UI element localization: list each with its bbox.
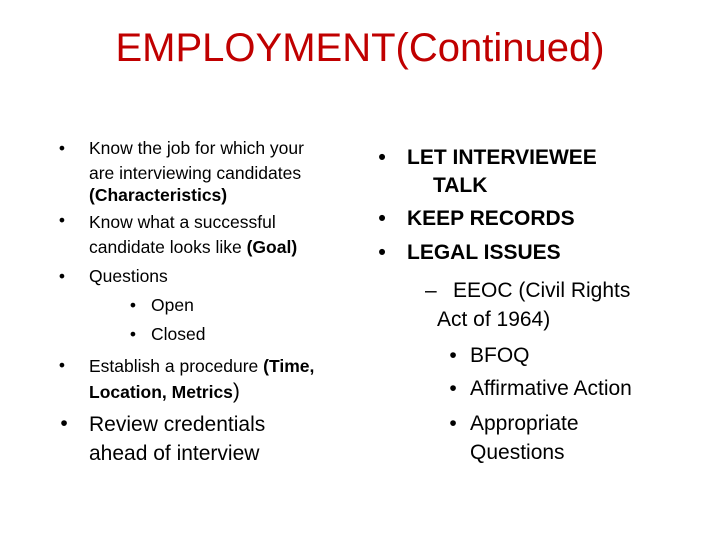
right-bullet-2: KEEP RECORDS [407,207,575,230]
left-bullet-4-line-1-bold: (Time, [263,356,315,376]
sub-bullet-glyph: • [449,377,457,400]
left-bullet-2-line-2 [89,236,297,258]
bullet-glyph: • [378,241,386,264]
sub-bullet-glyph: • [129,324,137,344]
bullet-glyph: • [378,146,386,169]
left-bullet-1-line-1: Know the job for which your [89,138,304,158]
right-dash-glyph: – [425,279,437,302]
left-sub-bullet-open: Open [151,295,194,315]
right-eeoc-line-1: EEOC (Civil Rights [453,279,631,302]
bullet-glyph: • [378,207,386,230]
left-sub-bullet-closed: Closed [151,324,206,344]
left-bullet-2-line-1: Know what a successful [89,212,276,232]
left-bullet-4-line-1-plain: Establish a procedure [89,356,264,376]
left-bullet-4-line-2-plain: ) [232,380,240,403]
right-bullet-1-line-2: TALK [433,174,488,197]
left-bullet-5-line-2: ahead of interview [89,442,260,465]
left-bullet-4-line-2-bold: Location, Metrics [89,382,233,402]
left-bullet-4-line-1 [89,355,314,377]
sub-bullet-glyph: • [449,412,457,435]
right-bullet-3: LEGAL ISSUES [407,241,561,264]
bullet-glyph: • [58,210,66,230]
left-bullet-3-text: Questions [89,266,168,286]
slide-title: EMPLOYMENT(Continued) [115,26,605,70]
bullet-glyph: • [58,266,66,286]
left-bullet-5-line-1: Review credentials [89,413,266,436]
right-sub-bullet-affirmative-action: Affirmative Action [470,377,632,400]
sub-bullet-glyph: • [129,295,137,315]
left-bullet-4-line-2 [89,381,240,403]
right-sub-bullet-bfoq: BFOQ [470,344,530,367]
right-sub-bullet-appropriate-line-1: Appropriate [470,412,579,435]
right-eeoc-line-2: Act of 1964) [437,308,551,331]
bullet-glyph: • [58,355,66,375]
left-bullet-2-line-2-bold: (Goal) [246,237,298,257]
sub-bullet-glyph: • [449,344,457,367]
left-bullet-2-line-2-plain: candidate looks like [89,237,247,257]
left-bullet-1-line-2: are interviewing candidates [89,163,302,183]
left-bullet-1-line-3: (Characteristics) [89,185,228,205]
bullet-glyph: • [58,138,66,158]
right-sub-bullet-appropriate-line-2: Questions [470,441,565,464]
bullet-glyph: • [60,412,68,435]
right-bullet-1-line-1: LET INTERVIEWEE [407,146,597,169]
